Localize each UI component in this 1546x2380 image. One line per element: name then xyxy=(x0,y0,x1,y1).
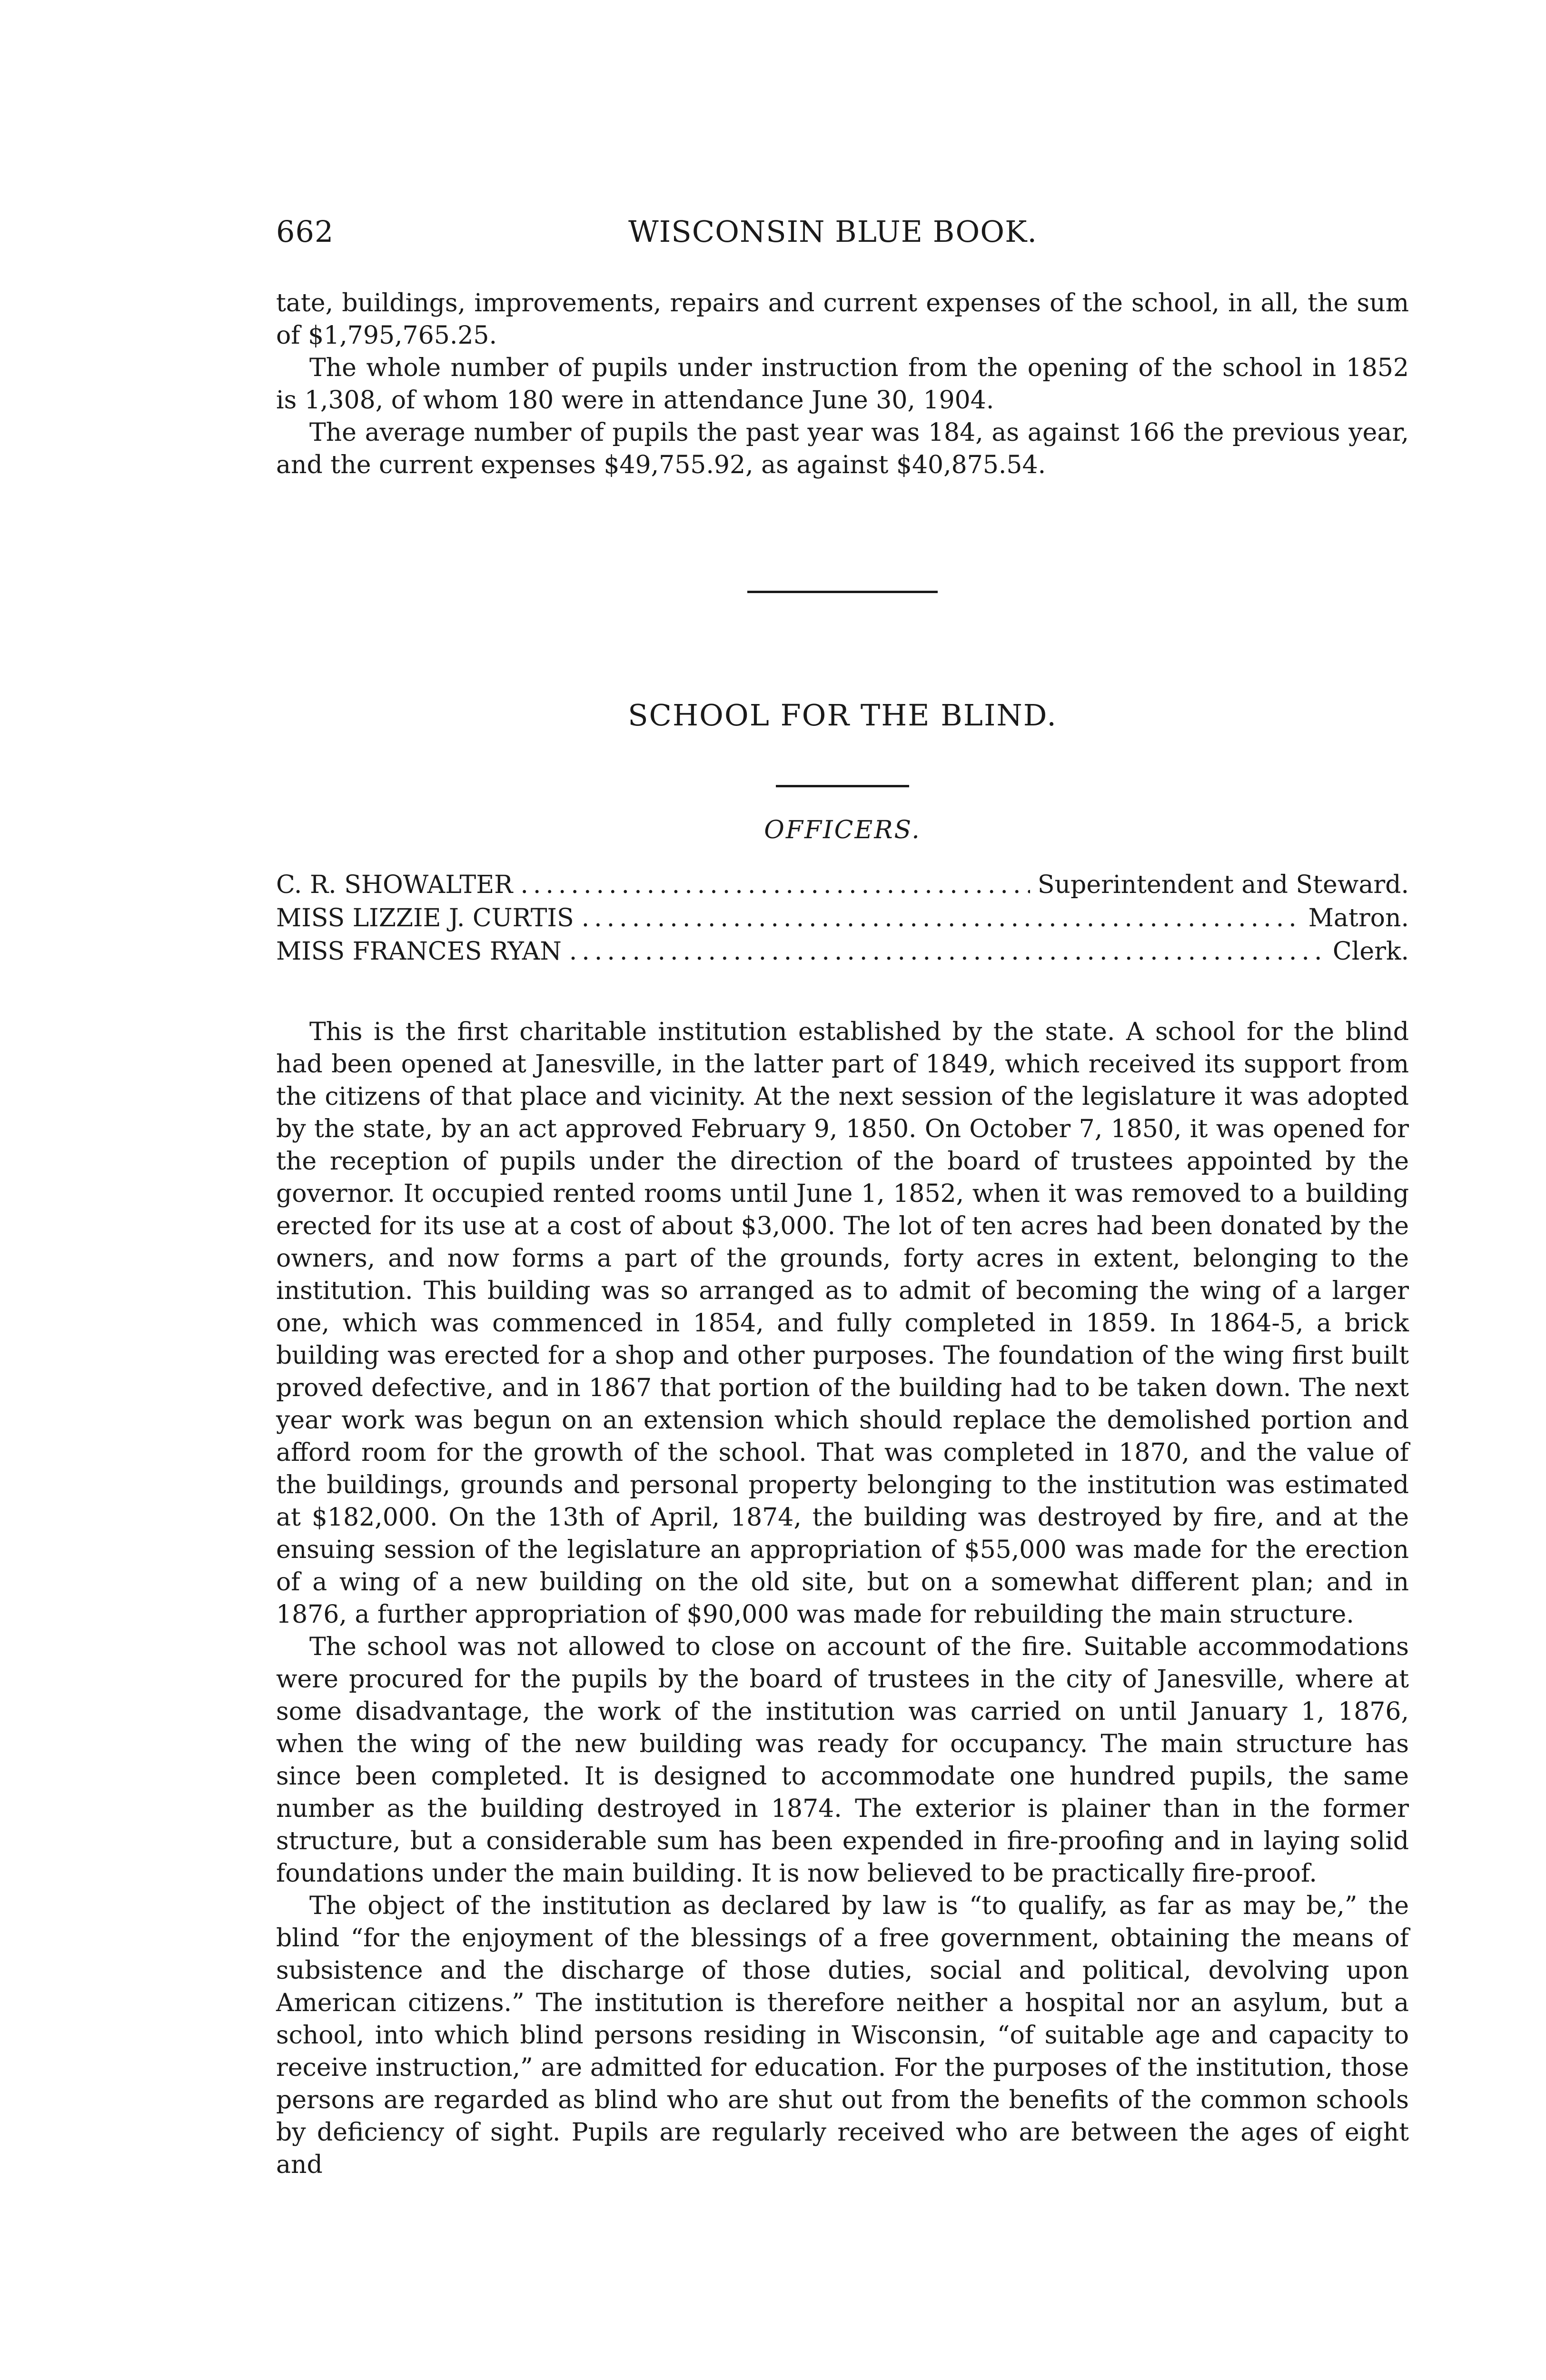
intro-paragraph: The average number of pupils the past year was 184, as against 166 the previous year, and the current expenses $49,755.92, as against $40,875.54. xyxy=(276,418,1409,479)
intro-paragraph: tate, buildings, improvements, repairs and current expenses of the school, in all, the sum of $1,795,765.25. xyxy=(276,289,1409,350)
body-section xyxy=(276,1016,1409,2181)
dot-leader xyxy=(569,935,1325,968)
officer-name: MISS LIZZIE J. CURTIS xyxy=(276,904,574,932)
officer-role: Matron. xyxy=(1308,904,1409,932)
body-paragraph: The school was not allowed to close on account of the fire. Suitable accommodations were procured for the pupils by the board of trustees in the city of Janesville, where at some disadvantage, the work of the institution was carried on until January 1, 1876, when the wing of the new building was ready for occupancy. The main structure has since been completed. It is designed to accommodate one hundred pupils, the same number as the building destroyed in 1874. The exterior is plainer than in the former structure, but a considerable sum has been expended in fire-proofing and in laying solid foundations under the main building. It is now believed to be practically fire-proof. xyxy=(276,1633,1409,1888)
section-divider xyxy=(747,591,938,593)
officers-list xyxy=(276,868,1409,968)
page-number: 662 xyxy=(276,214,334,249)
body-paragraph: The object of the institution as declared by law is “to qualify, as far as may be,” the blind “for the enjoyment of the blessings of a free government, obtaining the means of subsistence and the discharge of those duties, social and political, devolving upon American citizens.” The institution is therefore neither a hospital nor an asylum, but a school, into which blind persons residing in Wisconsin, “of suitable age and capacity to receive instruction,” are admitted for education. For the purposes of the institution, those persons are regarded as blind who are shut out from the benefits of the common schools by deficiency of sight. Pupils are regularly received who are between the ages of eight and xyxy=(276,1892,1409,2179)
officer-name: MISS FRANCES RYAN xyxy=(276,937,562,966)
dot-leader xyxy=(582,902,1301,935)
officer-row xyxy=(276,935,1409,968)
running-header xyxy=(276,214,1409,249)
officer-role: Clerk. xyxy=(1332,937,1409,966)
intro-section xyxy=(276,287,1409,481)
officers-heading: OFFICERS. xyxy=(764,816,921,844)
book-page xyxy=(276,214,1409,2181)
running-title: WISCONSIN BLUE BOOK. xyxy=(628,214,1038,249)
officer-row xyxy=(276,868,1409,902)
officer-role: Superintendent and Steward. xyxy=(1037,871,1409,899)
section-title: SCHOOL FOR THE BLIND. xyxy=(628,698,1057,733)
officer-row xyxy=(276,902,1409,935)
officer-name: C. R. SHOWALTER xyxy=(276,871,513,899)
title-underline-divider xyxy=(776,785,909,787)
body-paragraph: This is the first charitable institution established by the state. A school for the blind had been opened at Janesville, in the latter part of 1849, which received its support from the citizens of that place and vicinity. At the next session of the legislature it was adopted by the state, by an act approved February 9, 1850. On October 7, 1850, it was opened for the reception of pupils under the direction of the board of trustees appointed by the governor. It occupied rented rooms until June 1, 1852, when it was removed to a building erected for its use at a cost of about $3,000. The lot of ten acres had been donated by the owners, and now forms a part of the grounds, forty acres in extent, belonging to the institution. This building was so arranged as to admit of becoming the wing of a larger one, which was commenced in 1854, and fully completed in 1859. In 1864-5, a brick building was erected for a shop and other purposes. The foundation of the wing first built proved defective, and in 1867 that portion of the building had to be taken down. The next year work was begun on an extension which should replace the demolished portion and afford room for the growth of the school. That was completed in 1870, and the value of the buildings, grounds and personal property belonging to the institution was estimated at $182,000. On the 13th of April, 1874, the building was destroyed by fire, and at the ensuing session of the legislature an appropriation of $55,000 was made for the erection of a wing of a new building on the old site, but on a somewhat different plan; and in 1876, a further appropriation of $90,000 was made for rebuilding the main structure. xyxy=(276,1018,1409,1629)
dot-leader xyxy=(520,868,1030,902)
intro-paragraph: The whole number of pupils under instruction from the opening of the school in 1852 is 1,308, of whom 180 were in attendance June 30, 1904. xyxy=(276,354,1409,415)
